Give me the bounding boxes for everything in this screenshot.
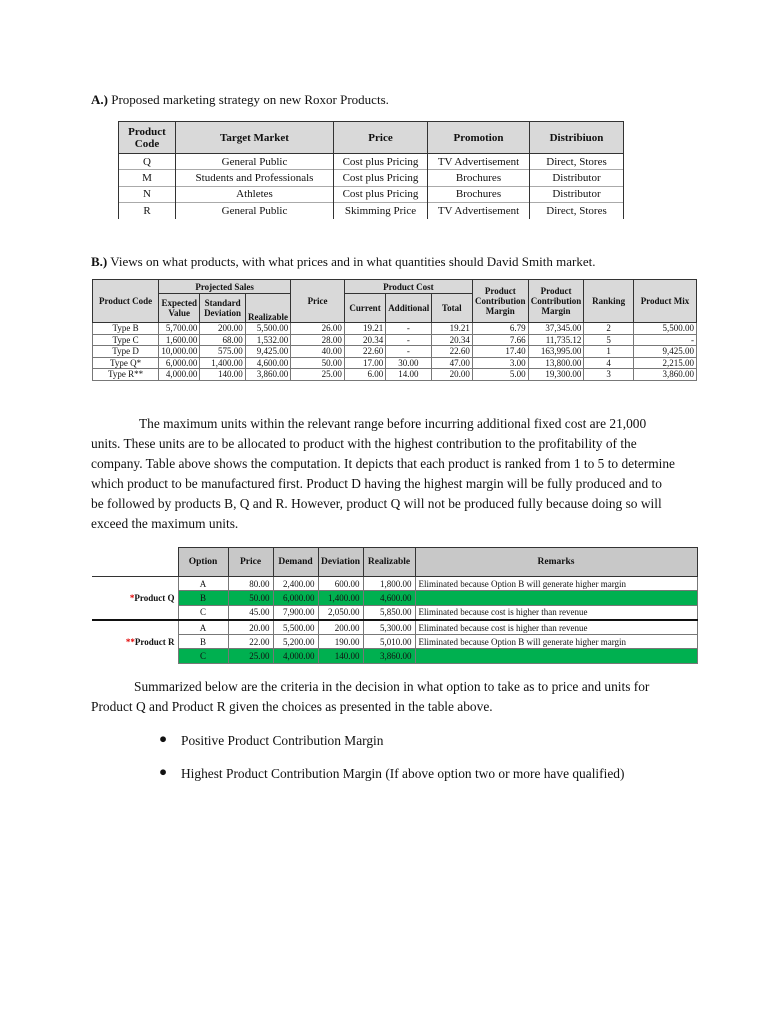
cell: Type C xyxy=(93,334,159,346)
bullet-icon: ● xyxy=(159,731,168,746)
cell: - xyxy=(386,323,431,335)
header-current: Current xyxy=(344,294,385,323)
cell: 14.00 xyxy=(386,369,431,381)
cell-realizable: 5,300.00 xyxy=(363,620,415,635)
table-row xyxy=(93,369,697,381)
cell-realizable: 3,860.00 xyxy=(363,649,415,663)
cell-remarks xyxy=(415,591,697,605)
cell: 7.66 xyxy=(472,334,528,346)
cell: Q xyxy=(119,154,176,170)
cell: N xyxy=(119,186,176,202)
table-row xyxy=(92,635,697,649)
section-b-label: B.) xyxy=(91,254,108,269)
bullet-item-2: Highest Product Contribution Margin (If above option two or more have qualified) xyxy=(181,766,625,781)
header-target-market: Target Market xyxy=(176,122,334,154)
cell-option: A xyxy=(178,620,228,635)
cell-option: B xyxy=(178,591,228,605)
bullet-item-1: Positive Product Contribution Margin xyxy=(181,733,384,748)
cell-deviation: 2,050.00 xyxy=(318,605,363,620)
cell-demand: 5,200.00 xyxy=(273,635,318,649)
cell: 9,425.00 xyxy=(633,346,696,358)
cell: 25.00 xyxy=(291,369,345,381)
header-price: Price xyxy=(334,122,428,154)
cell-option: C xyxy=(178,605,228,620)
cell: 3,860.00 xyxy=(245,369,290,381)
cell: 1,532.00 xyxy=(245,334,290,346)
cell: 4 xyxy=(584,357,634,369)
cell: 2,215.00 xyxy=(633,357,696,369)
cell: 6,000.00 xyxy=(159,357,200,369)
cell-realizable: 5,850.00 xyxy=(363,605,415,620)
cell-price: 20.00 xyxy=(228,620,273,635)
product-label: **Product R xyxy=(92,620,178,663)
cell: 140.00 xyxy=(200,369,245,381)
cell: TV Advertisement xyxy=(428,203,530,219)
option-analysis-table xyxy=(92,547,698,664)
cell: 47.00 xyxy=(431,357,472,369)
cell: 17.40 xyxy=(472,346,528,358)
cell-remarks xyxy=(415,649,697,663)
cell: 68.00 xyxy=(200,334,245,346)
table-row xyxy=(92,605,697,620)
product-mix-table xyxy=(92,279,697,381)
cell: 1,400.00 xyxy=(200,357,245,369)
header-realizable: Realizable xyxy=(363,548,415,577)
table-row xyxy=(119,170,624,186)
section-a-title: Proposed marketing strategy on new Roxor Products. xyxy=(111,92,389,107)
cell-demand: 4,000.00 xyxy=(273,649,318,663)
cell: 1,600.00 xyxy=(159,334,200,346)
header-product-code: Product Code xyxy=(119,122,176,154)
bullet-icon: ● xyxy=(159,764,168,779)
section-b-title: Views on what products, with what prices and in what quantities should David Smith market. xyxy=(110,254,596,269)
marketing-strategy-table xyxy=(118,121,624,219)
cell-deviation: 190.00 xyxy=(318,635,363,649)
cell-deviation: 140.00 xyxy=(318,649,363,663)
cell: 1 xyxy=(584,346,634,358)
header-standard-deviation: Standard Deviation xyxy=(200,294,245,323)
cell: 37,345.00 xyxy=(528,323,584,335)
header-product-cost: Product Cost xyxy=(344,280,472,294)
table-row xyxy=(92,577,697,591)
cell: 26.00 xyxy=(291,323,345,335)
header-deviation: Deviation xyxy=(318,548,363,577)
cell-realizable: 4,600.00 xyxy=(363,591,415,605)
table-row xyxy=(92,620,697,635)
cell: 5,700.00 xyxy=(159,323,200,335)
header-remarks: Remarks xyxy=(415,548,697,577)
cell: M xyxy=(119,170,176,186)
table-header-row xyxy=(92,548,697,577)
paragraph-criteria: Summarized below are the criteria in the decision in what option to take as to price and units for Product Q and Product R given the choices as presented in the table above. xyxy=(91,679,650,714)
cell: 163,995.00 xyxy=(528,346,584,358)
cell: 20.34 xyxy=(431,334,472,346)
cell: 5.00 xyxy=(472,369,528,381)
header-price: Price xyxy=(291,280,345,323)
cell: 40.00 xyxy=(291,346,345,358)
section-a-label: A.) xyxy=(91,92,108,107)
cell: 5,500.00 xyxy=(633,323,696,335)
cell-demand: 5,500.00 xyxy=(273,620,318,635)
cell: Direct, Stores xyxy=(530,203,624,219)
table-row xyxy=(92,649,697,663)
cell-price: 45.00 xyxy=(228,605,273,620)
cell: 6.00 xyxy=(344,369,385,381)
header-ranking: Ranking xyxy=(584,280,634,323)
cell: 30.00 xyxy=(386,357,431,369)
cell: R xyxy=(119,203,176,219)
header-expected-value: Expected Value xyxy=(159,294,200,323)
cell: 20.34 xyxy=(344,334,385,346)
cell: 9,425.00 xyxy=(245,346,290,358)
cell-remarks: Eliminated because cost is higher than revenue xyxy=(415,620,697,635)
cell: Brochures xyxy=(428,170,530,186)
cell: 3,860.00 xyxy=(633,369,696,381)
cell-deviation: 1,400.00 xyxy=(318,591,363,605)
cell: 6.79 xyxy=(472,323,528,335)
cell-remarks: Eliminated because Option B will generate higher margin xyxy=(415,635,697,649)
table-row xyxy=(93,323,697,335)
cell-demand: 7,900.00 xyxy=(273,605,318,620)
cell: 19.21 xyxy=(431,323,472,335)
header-pcm-total: Product Contribution Margin xyxy=(528,280,584,323)
cell: Distributor xyxy=(530,170,624,186)
cell: TV Advertisement xyxy=(428,154,530,170)
cell-price: 80.00 xyxy=(228,577,273,591)
header-price: Price xyxy=(228,548,273,577)
cell-deviation: 200.00 xyxy=(318,620,363,635)
cell: Direct, Stores xyxy=(530,154,624,170)
section-a-heading xyxy=(91,92,389,108)
cell: 28.00 xyxy=(291,334,345,346)
cell: 17.00 xyxy=(344,357,385,369)
cell-demand: 2,400.00 xyxy=(273,577,318,591)
cell: 5,500.00 xyxy=(245,323,290,335)
cell: Type R** xyxy=(93,369,159,381)
table-row xyxy=(119,154,624,170)
header-total: Total xyxy=(431,294,472,323)
cell: 22.60 xyxy=(344,346,385,358)
cell: 575.00 xyxy=(200,346,245,358)
header-blank xyxy=(92,548,178,577)
table-row xyxy=(93,346,697,358)
table-row xyxy=(92,591,697,605)
cell-demand: 6,000.00 xyxy=(273,591,318,605)
cell-option: B xyxy=(178,635,228,649)
cell: General Public xyxy=(176,203,334,219)
cell: Brochures xyxy=(428,186,530,202)
header-distribution: Distribiuon xyxy=(530,122,624,154)
cell: Type D xyxy=(93,346,159,358)
cell: 22.60 xyxy=(431,346,472,358)
header-projected-sales: Projected Sales xyxy=(159,280,291,294)
cell-realizable: 5,010.00 xyxy=(363,635,415,649)
cell: Cost plus Pricing xyxy=(334,170,428,186)
cell: - xyxy=(386,334,431,346)
header-option: Option xyxy=(178,548,228,577)
cell: Cost plus Pricing xyxy=(334,154,428,170)
cell: Skimming Price xyxy=(334,203,428,219)
cell: - xyxy=(633,334,696,346)
cell-realizable: 1,800.00 xyxy=(363,577,415,591)
cell: General Public xyxy=(176,154,334,170)
table-row xyxy=(93,357,697,369)
header-realizable: Realizable xyxy=(245,294,290,323)
cell: 5 xyxy=(584,334,634,346)
cell-remarks: Eliminated because cost is higher than revenue xyxy=(415,605,697,620)
header-promotion: Promotion xyxy=(428,122,530,154)
header-product-mix: Product Mix xyxy=(633,280,696,323)
table-row xyxy=(119,186,624,202)
table-row xyxy=(93,334,697,346)
cell: Distributor xyxy=(530,186,624,202)
cell-option: C xyxy=(178,649,228,663)
cell: 10,000.00 xyxy=(159,346,200,358)
cell-price: 25.00 xyxy=(228,649,273,663)
cell: 3 xyxy=(584,369,634,381)
cell-deviation: 600.00 xyxy=(318,577,363,591)
table-row xyxy=(119,203,624,219)
cell: Cost plus Pricing xyxy=(334,186,428,202)
cell-option: A xyxy=(178,577,228,591)
cell-remarks: Eliminated because Option B will generate higher margin xyxy=(415,577,697,591)
product-label: *Product Q xyxy=(92,577,178,620)
cell: 50.00 xyxy=(291,357,345,369)
cell: 4,600.00 xyxy=(245,357,290,369)
table-header-row xyxy=(119,122,624,154)
cell: 2 xyxy=(584,323,634,335)
cell: Students and Professionals xyxy=(176,170,334,186)
cell: 3.00 xyxy=(472,357,528,369)
cell: 19.21 xyxy=(344,323,385,335)
header-additional: Additional xyxy=(386,294,431,323)
cell: Type B xyxy=(93,323,159,335)
cell-price: 50.00 xyxy=(228,591,273,605)
header-demand: Demand xyxy=(273,548,318,577)
cell: 20.00 xyxy=(431,369,472,381)
cell: - xyxy=(386,346,431,358)
cell: Type Q* xyxy=(93,357,159,369)
cell-price: 22.00 xyxy=(228,635,273,649)
header-product-code: Product Code xyxy=(93,280,159,323)
header-pcm: Product Contribution Margin xyxy=(472,280,528,323)
cell: 13,800.00 xyxy=(528,357,584,369)
cell: 11,735.12 xyxy=(528,334,584,346)
section-b-heading xyxy=(91,254,595,270)
paragraph-allocation: The maximum units within the relevant range before incurring additional fixed cost are 21,000 units. These units are to be allocated to product with the highest contribution to the profitability of the company. Table above shows the computation. It depicts that each product is ranked from 1 to 5 to determine which product to be manufactured first. Product D having the highest margin will be fully produced and to be followed by products B, Q and R. However, product Q will not be produced fully because doing so will exceed the maximum units. xyxy=(91,416,675,531)
cell: Athletes xyxy=(176,186,334,202)
cell: 4,000.00 xyxy=(159,369,200,381)
cell: 19,300.00 xyxy=(528,369,584,381)
cell: 200.00 xyxy=(200,323,245,335)
